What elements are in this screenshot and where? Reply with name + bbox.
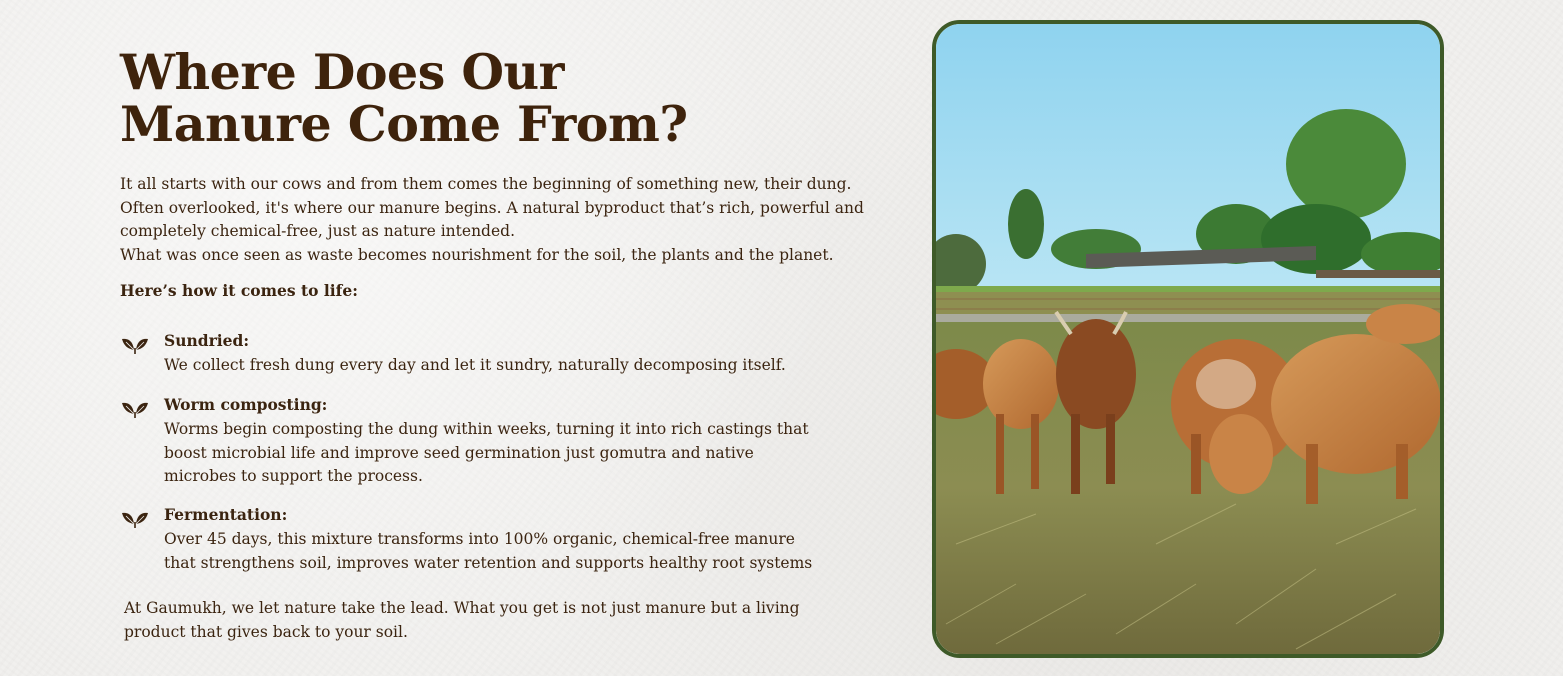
- step-description-line: Worms begin composting the dung within weeks, turning it into rich castings that: [164, 420, 809, 438]
- leaf-icon: [120, 399, 150, 419]
- intro-paragraph: [120, 173, 910, 267]
- cows-photo: [932, 20, 1444, 658]
- step-description-line: We collect fresh dung every day and let it sundry, naturally decomposing itself.: [164, 356, 786, 374]
- step-description-line: microbes to support the process.: [164, 467, 423, 485]
- step-description-line: that strengthens soil, improves water retention and supports healthy root systems: [164, 553, 813, 572]
- intro-line-4: What was once seen as waste becomes nourishment for the soil, the plants and the planet.: [120, 245, 834, 264]
- step-description: [164, 354, 786, 378]
- page-title-line-2: Manure Come From?: [120, 95, 688, 153]
- closing-line-1: At Gaumukh, we let nature take the lead. What you get is not just manure but a living: [124, 599, 800, 617]
- page-title-line-1: Where Does Our: [120, 43, 565, 101]
- step-description-line: boost microbial life and improve seed germination just gomutra and native: [164, 443, 754, 462]
- intro-line-1: It all starts with our cows and from them comes the beginning of something new, their dung.: [120, 175, 852, 193]
- closing-line-2: product that gives back to your soil.: [124, 623, 408, 641]
- intro-line-2: Often overlooked, it's where our manure begins. A natural byproduct that’s rich, powerful and: [120, 198, 864, 217]
- step-title: Worm composting:: [164, 395, 328, 414]
- closing-paragraph: [124, 596, 884, 644]
- leaf-icon: [120, 509, 150, 529]
- step-description: [164, 418, 809, 489]
- leaf-icon: [120, 335, 150, 355]
- step-title: Sundried:: [164, 331, 250, 350]
- page-title: [120, 43, 820, 153]
- step-description: [164, 528, 812, 575]
- step-description-line: Over 45 days, this mixture transforms into 100% organic, chemical-free manure: [164, 530, 795, 548]
- how-it-comes-label: Here’s how it comes to life:: [120, 281, 358, 300]
- step-title: Fermentation:: [164, 505, 288, 524]
- intro-line-3: completely chemical-free, just as nature intended.: [120, 222, 515, 240]
- cows-photo-illustration: [936, 24, 1440, 654]
